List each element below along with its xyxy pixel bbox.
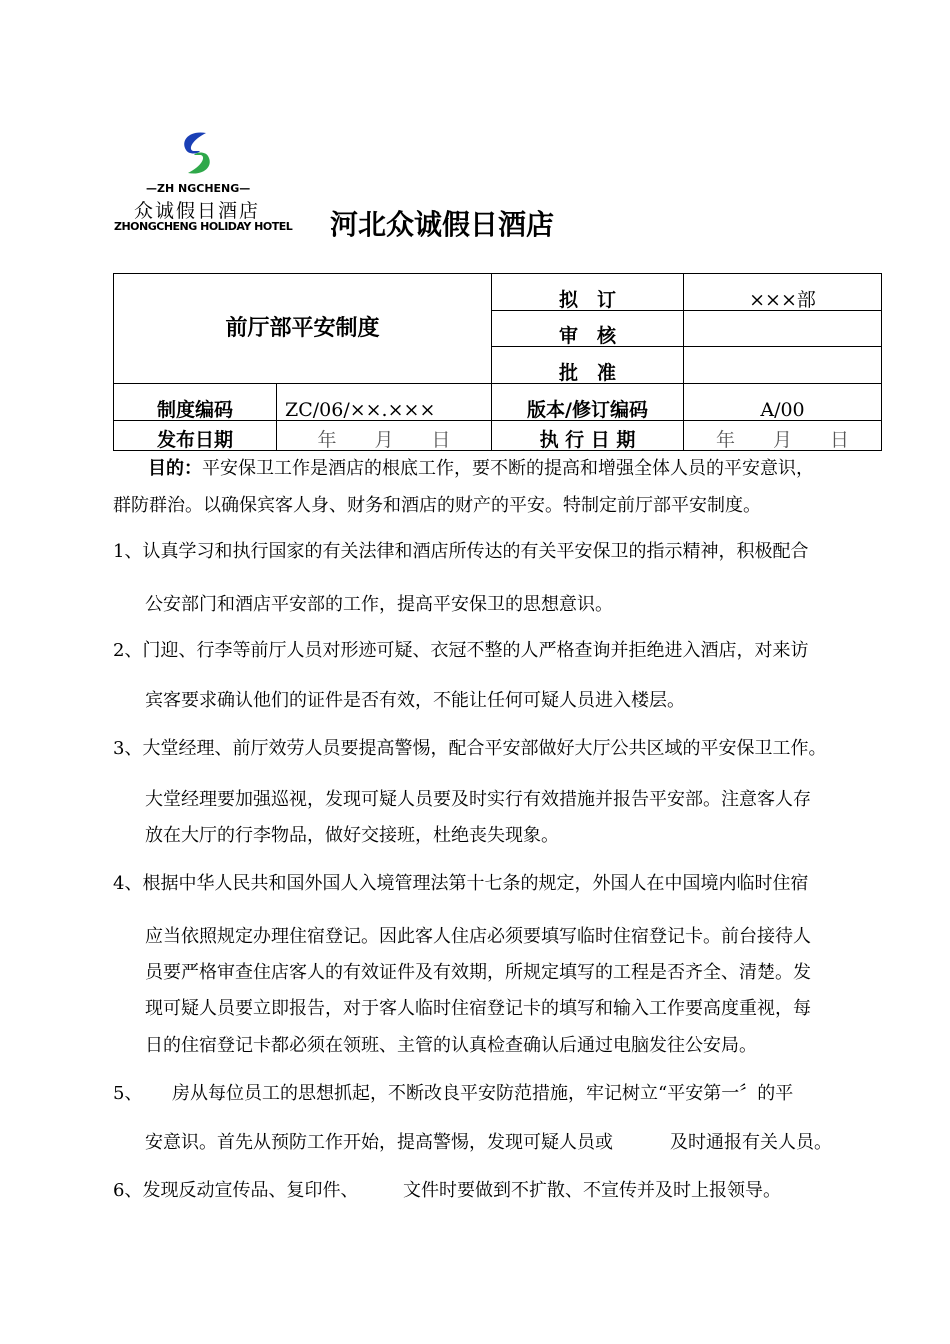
item-4-line-5: 日的住宿登记卡都必须在领班、主管的认真检查确认后通过电脑发往公安局。 [145,1035,757,1056]
item-5-line-2b: 及时通报有关人员。 [670,1132,832,1153]
code-label: 制度编码 [114,384,277,421]
logo-brand-en: ZHONGCHENG HOLIDAY HOTEL [114,220,293,233]
item-3-line-1: 3、大堂经理、前厅效劳人员要提高警惕，配合平安部做好大厅公共区域的平安保卫工作。 [113,738,827,759]
document-header-table [113,273,882,451]
issue-date-value: 年 月 日 [277,421,492,451]
logo-emblem-icon [176,130,218,176]
hotel-logo [108,130,293,240]
purpose-line-2: 群防群治。以确保宾客人身、财务和酒店的财产的平安。特制定前厅部平安制度。 [113,495,761,516]
code-value: ZC/06/××.××× [277,384,492,421]
version-label: 版本/修订编码 [492,384,684,421]
item-1-line-2: 公安部门和酒店平安部的工作，提高平安保卫的思想意识。 [145,594,613,615]
version-value: A/00 [684,384,882,421]
reviewed-value [684,311,882,347]
issue-date-label: 发布日期 [114,421,277,451]
item-5-number: 5、 [113,1083,143,1104]
item-2-line-1: 2、门迎、行李等前厅人员对形迹可疑、衣冠不整的人严格查询并拒绝进入酒店，对来访 [113,640,809,661]
item-4-line-4: 现可疑人员要立即报告，对于客人临时住宿登记卡的填写和输入工作要高度重视，每 [145,998,811,1019]
item-6-line-1b: 文件时要做到不扩散、不宣传并及时上报领导。 [403,1180,781,1201]
item-3-line-2: 大堂经理要加强巡视，发现可疑人员要及时实行有效措施并报告平安部。注意客人存 [145,789,811,810]
approved-value [684,347,882,384]
item-1-line-1: 1、认真学习和执行国家的有关法律和酒店所传达的有关平安保卫的指示精神，积极配合 [113,541,809,562]
item-5-line-2a: 安意识。首先从预防工作开始，提高警惕，发现可疑人员或 [145,1132,613,1153]
item-4-line-1: 4、根据中华人民共和国外国人入境管理法第十七条的规定，外国人在中国境内临时住宿 [113,873,809,894]
drafted-label: 拟 订 [492,274,684,311]
approved-label: 批 准 [492,347,684,384]
reviewed-label: 审 核 [492,311,684,347]
item-5-line-1: 房从每位员工的思想抓起，不断改良平安防范措施，牢记树立“平安第一〞的平 [172,1083,794,1104]
item-4-line-3: 员要严格审查住店客人的有效证件及有效期，所规定填写的工程是否齐全、清楚。发 [145,962,811,983]
item-6-line-1a: 6、发现反动宣传品、复印件、 [113,1180,359,1201]
logo-brand-small: —ZH NGCHENG— [146,182,251,195]
item-3-line-3: 放在大厅的行李物品，做好交接班，杜绝丧失现象。 [145,825,559,846]
drafted-value: ×××部 [684,274,882,311]
document-title: 前厅部平安制度 [114,274,492,384]
item-2-line-2: 宾客要求确认他们的证件是否有效，不能让任何可疑人员进入楼层。 [145,690,685,711]
logo-brand-cn: 众诚假日酒店 [134,200,261,222]
exec-date-value: 年 月 日 [684,421,882,451]
item-4-line-2: 应当依照规定办理住宿登记。因此客人住店必须要填写临时住宿登记卡。前台接待人 [145,926,811,947]
hotel-name-heading: 河北众诚假日酒店 [330,208,555,241]
exec-date-label: 执 行 日 期 [492,421,684,451]
purpose-label: 目的： [148,458,202,479]
purpose-line-1: 目的：平安保卫工作是酒店的根底工作，要不断的提高和增强全体人员的平安意识， [148,458,814,479]
